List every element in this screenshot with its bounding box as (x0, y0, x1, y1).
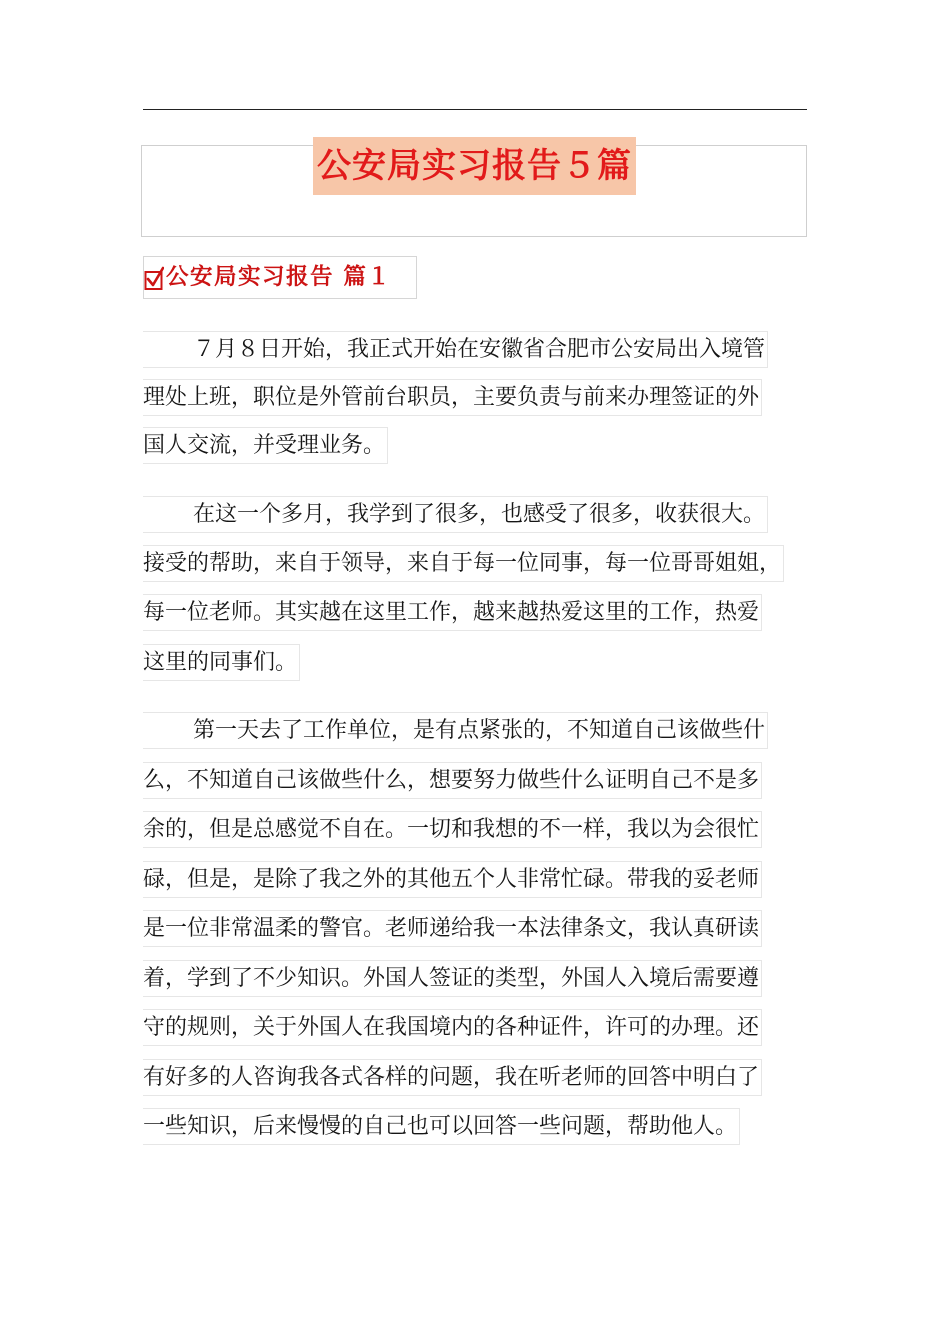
paragraph-line: 这里的同事们。 (143, 644, 300, 681)
page-title: 公安局实习报告５篇 (317, 146, 632, 186)
paragraph-line: 碌，但是，是除了我之外的其他五个人非常忙碌。带我的妥老师 (143, 861, 762, 898)
paragraph-line: ７月８日开始，我正式开始在安徽省合肥市公安局出入境管 (143, 331, 768, 368)
paragraph-line: 理处上班，职位是外管前台职员，主要负责与前来办理签证的外 (143, 379, 762, 416)
checkbox-check-icon (144, 266, 164, 292)
paragraph-line: 余的，但是总感觉不自在。一切和我想的不一样，我以为会很忙 (143, 811, 762, 848)
paragraph-line: 接受的帮助，来自于领导，来自于每一位同事，每一位哥哥姐姐， (143, 545, 784, 582)
paragraph-line: 有好多的人咨询我各式各样的问题，我在听老师的回答中明白了 (143, 1059, 762, 1096)
paragraph-line: 么，不知道自己该做些什么，想要努力做些什么证明自己不是多 (143, 762, 762, 799)
paragraph-line: 着，学到了不少知识。外国人签证的类型，外国人入境后需要遵 (143, 960, 762, 997)
paragraph-line: 守的规则，关于外国人在我国境内的各种证件，许可的办理。还 (143, 1009, 762, 1046)
paragraph-line: 是一位非常温柔的警官。老师递给我一本法律条文，我认真研读 (143, 910, 762, 947)
section-heading: 公安局实习报告 篇１ (166, 264, 392, 290)
paragraph-line: 第一天去了工作单位，是有点紧张的，不知道自己该做些什 (143, 712, 768, 749)
paragraph-line: 一些知识，后来慢慢的自己也可以回答一些问题，帮助他人。 (143, 1108, 740, 1145)
paragraph-line: 每一位老师。其实越在这里工作，越来越热爱这里的工作，热爱 (143, 594, 762, 631)
paragraph-line: 在这一个多月，我学到了很多，也感受了很多，收获很大。 (143, 496, 768, 533)
paragraph-line: 国人交流，并受理业务。 (143, 427, 388, 464)
top-rule (143, 109, 807, 110)
